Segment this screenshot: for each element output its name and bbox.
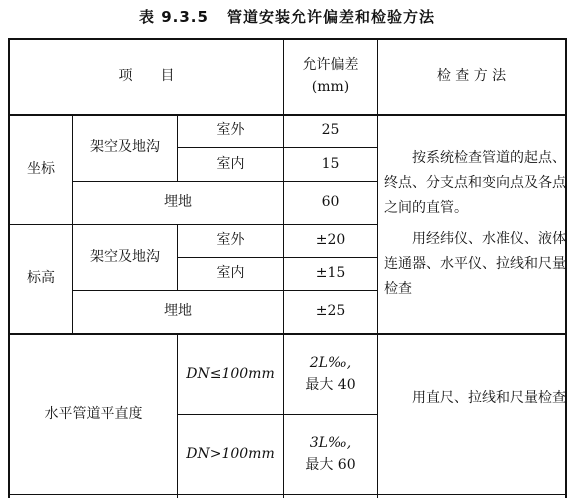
dn-large-value bbox=[284, 415, 377, 494]
dn-large-value-line2: 最大 60 bbox=[305, 456, 356, 473]
coord-outdoor-value: 25 bbox=[321, 122, 340, 139]
elev-indoor-value: ±15 bbox=[315, 265, 346, 282]
dn-small-label: DN≤100mm bbox=[186, 365, 275, 382]
dn-large-value-line1: 3L‰, bbox=[309, 434, 352, 451]
elev-indoor-label: 室内 bbox=[216, 265, 245, 282]
header-tolerance-line2: (mm) bbox=[311, 79, 350, 95]
row-label-elevation: 标高 bbox=[27, 270, 55, 287]
coord-buried-label: 埋地 bbox=[164, 194, 192, 211]
table-caption: 管道安装允许偏差和检验方法 bbox=[226, 8, 435, 26]
method-straightness-text: 用直尺、拉线和尺量检查 bbox=[412, 390, 566, 406]
method-straightness bbox=[384, 386, 566, 411]
coord-indoor-label: 室内 bbox=[216, 155, 245, 172]
coord-buried-value: 60 bbox=[321, 194, 340, 211]
elev-buried-value: ±25 bbox=[315, 303, 346, 320]
elev-outdoor-label: 室外 bbox=[216, 232, 245, 249]
elev-buried-label: 埋地 bbox=[164, 303, 192, 320]
method-text-block bbox=[384, 146, 566, 302]
dn-small-value-line2: 最大 40 bbox=[305, 376, 356, 393]
elev-overhead-label: 架空及地沟 bbox=[90, 248, 160, 265]
elev-outdoor-value: ±20 bbox=[315, 232, 346, 249]
coord-overhead-label: 架空及地沟 bbox=[90, 139, 160, 156]
header-tolerance-line1: 允许偏差 bbox=[302, 57, 359, 74]
dn-small-value bbox=[284, 335, 377, 414]
coord-indoor-value: 15 bbox=[321, 155, 340, 172]
header-method: 检 查 方 法 bbox=[436, 68, 507, 85]
row-label-straightness: 水平管道平直度 bbox=[44, 405, 143, 422]
coord-outdoor-label: 室外 bbox=[216, 122, 245, 139]
dn-small-value-line1: 2L‰, bbox=[309, 354, 352, 371]
method-coordinate: 按系统检查管道的起点、终点、分支点和变向点及各点之间的直管。 bbox=[384, 150, 566, 216]
header-tolerance bbox=[284, 40, 377, 114]
method-elevation: 用经纬仪、水准仪、液体连通器、水平仪、拉线和尺量检查 bbox=[384, 231, 566, 297]
table-number: 表 9.3.5 bbox=[139, 8, 209, 26]
rule-bottom bbox=[8, 494, 566, 495]
dn-large-label: DN>100mm bbox=[186, 445, 275, 462]
header-item: 项 目 bbox=[118, 68, 175, 85]
row-label-coordinate: 坐标 bbox=[27, 160, 55, 177]
